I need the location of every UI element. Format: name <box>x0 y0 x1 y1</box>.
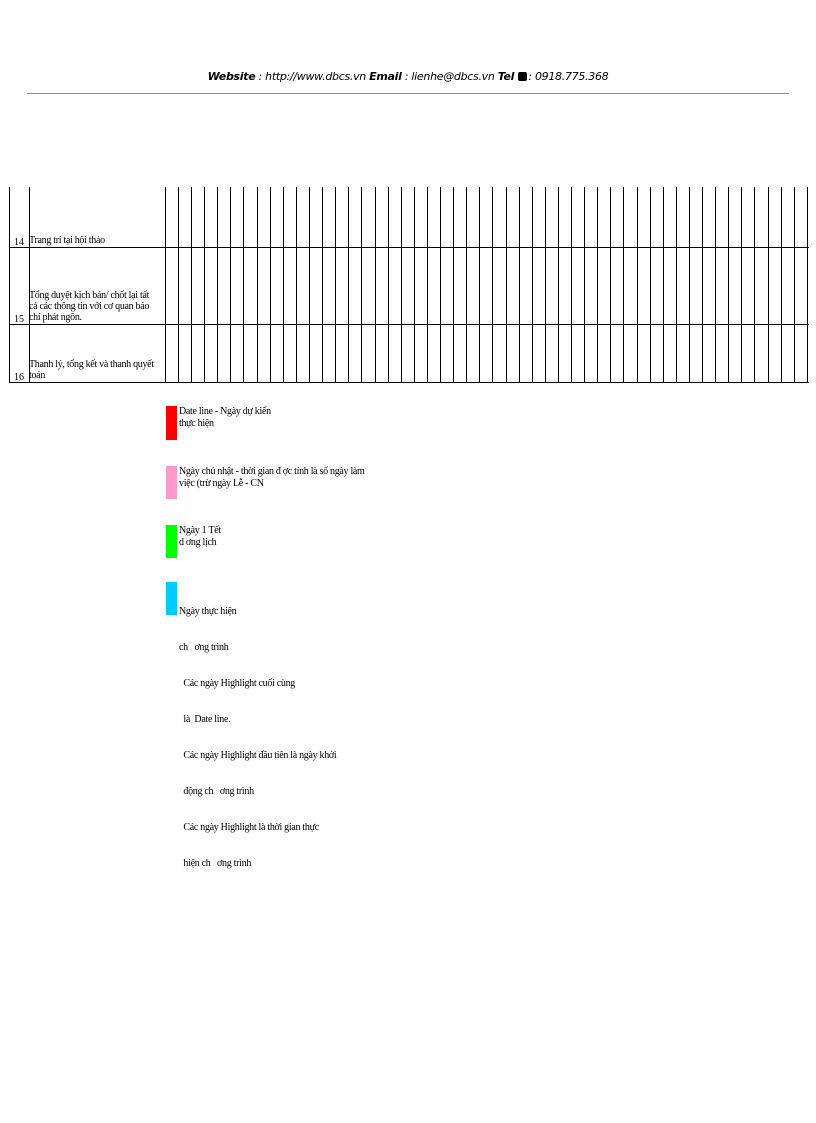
legend-line: Các ngày Highlight đầu tiên là ngày khởi <box>179 750 337 761</box>
grid-column-line <box>204 187 205 383</box>
grid-column-line <box>715 187 716 383</box>
grid-column-line <box>754 187 755 383</box>
website-value: : http://www.dbcs.vn <box>255 70 370 83</box>
grid-column-line <box>676 187 677 383</box>
grid-column-line <box>29 187 30 383</box>
grid-column-line <box>519 187 520 383</box>
legend-line: d ơng lịch <box>179 537 217 548</box>
legend-line: Date line - Ngày dự kiến <box>179 406 271 417</box>
grid-column-line <box>440 187 441 383</box>
email-label: Email <box>369 70 402 83</box>
legend-line: Ngày thực hiện <box>179 606 237 617</box>
grid-column-line <box>427 187 428 383</box>
grid-column-line <box>637 187 638 383</box>
task-name <box>29 290 165 323</box>
task-number: 14 <box>14 237 24 248</box>
grid-column-line <box>663 187 664 383</box>
grid-column-line <box>217 187 218 383</box>
grid-column-line <box>466 187 467 383</box>
grid-column-line <box>375 187 376 383</box>
task-number: 15 <box>14 314 24 325</box>
legend-line: Các ngày Highlight là thời gian thực <box>179 822 319 833</box>
task-name <box>29 359 165 381</box>
legend-swatch <box>166 525 177 558</box>
legend-line: thực hiện <box>179 418 214 429</box>
grid-column-line <box>9 187 10 383</box>
legend-text <box>179 525 221 549</box>
website-label: Website <box>207 70 256 83</box>
grid-column-line <box>610 187 611 383</box>
grid-column-line <box>322 187 323 383</box>
grid-column-line <box>165 187 166 383</box>
grid-column-line <box>794 187 795 383</box>
header-divider <box>27 93 789 94</box>
task-name-line: chí phát ngôn. <box>29 312 82 323</box>
grid-column-line <box>178 187 179 383</box>
legend-line: việc (trừ ngày Lễ - CN <box>179 478 264 489</box>
grid-column-line <box>584 187 585 383</box>
grid-column-line <box>348 187 349 383</box>
grid-column-line <box>191 187 192 383</box>
grid-column-line <box>479 187 480 383</box>
grid-column-line <box>414 187 415 383</box>
task-name-line: Thanh lý, tổng kết và thanh quyết <box>29 359 154 370</box>
tel-label: Tel <box>497 70 515 83</box>
grid-column-line <box>388 187 389 383</box>
grid-column-line <box>296 187 297 383</box>
grid-column-line <box>597 187 598 383</box>
legend-line: là Date line. <box>179 714 231 725</box>
legend-swatch <box>166 582 177 615</box>
page-header <box>0 70 816 83</box>
grid-column-line <box>401 187 402 383</box>
grid-column-line <box>689 187 690 383</box>
task-name-line: Trang trí tại hội thảo <box>29 235 105 246</box>
grid-column-line <box>361 187 362 383</box>
legend-text <box>179 582 336 894</box>
grid-column-line <box>623 187 624 383</box>
task-name-line: toán <box>29 370 46 381</box>
legend-swatch <box>166 406 177 440</box>
grid-column-line <box>270 187 271 383</box>
grid-column-line <box>492 187 493 383</box>
grid-column-line <box>545 187 546 383</box>
legend-line: hiện ch ơng trình <box>179 858 252 869</box>
legend-line: Ngày chủ nhật - thời gian đ ợc tính là số ngày làm <box>179 466 365 477</box>
phone-icon <box>518 72 527 81</box>
grid-column-line <box>309 187 310 383</box>
legend-line: Các ngày Highlight cuối cùng <box>179 678 295 689</box>
grid-column-line <box>807 187 808 383</box>
grid-column-line <box>781 187 782 383</box>
legend-line: Ngày 1 Tết <box>179 525 221 536</box>
grid-column-line <box>768 187 769 383</box>
grid-column-line <box>230 187 231 383</box>
legend-swatch <box>166 466 177 499</box>
task-name-line: Tổng duyệt kịch bản/ chốt lại tất <box>29 290 150 301</box>
legend-line: ch ơng trình <box>179 642 229 653</box>
task-name <box>29 235 165 246</box>
grid-column-line <box>257 187 258 383</box>
task-name-line: cả các thông tin với cơ quan báo <box>29 301 150 312</box>
legend-text <box>179 466 365 490</box>
legend-text <box>179 406 271 430</box>
grid-column-line <box>741 187 742 383</box>
grid-column-line <box>702 187 703 383</box>
legend-line: động ch ơng trình <box>179 786 254 797</box>
grid-column-line <box>558 187 559 383</box>
grid-column-line <box>728 187 729 383</box>
tel-value: : 0918.775.368 <box>528 70 609 83</box>
task-number: 16 <box>14 372 24 383</box>
grid-column-line <box>335 187 336 383</box>
grid-column-line <box>532 187 533 383</box>
grid-column-line <box>243 187 244 383</box>
schedule-grid <box>9 187 809 383</box>
grid-column-line <box>283 187 284 383</box>
grid-column-line <box>506 187 507 383</box>
grid-column-line <box>650 187 651 383</box>
email-value: : lienhe@dbcs.vn <box>401 70 498 83</box>
grid-column-line <box>571 187 572 383</box>
grid-column-line <box>453 187 454 383</box>
